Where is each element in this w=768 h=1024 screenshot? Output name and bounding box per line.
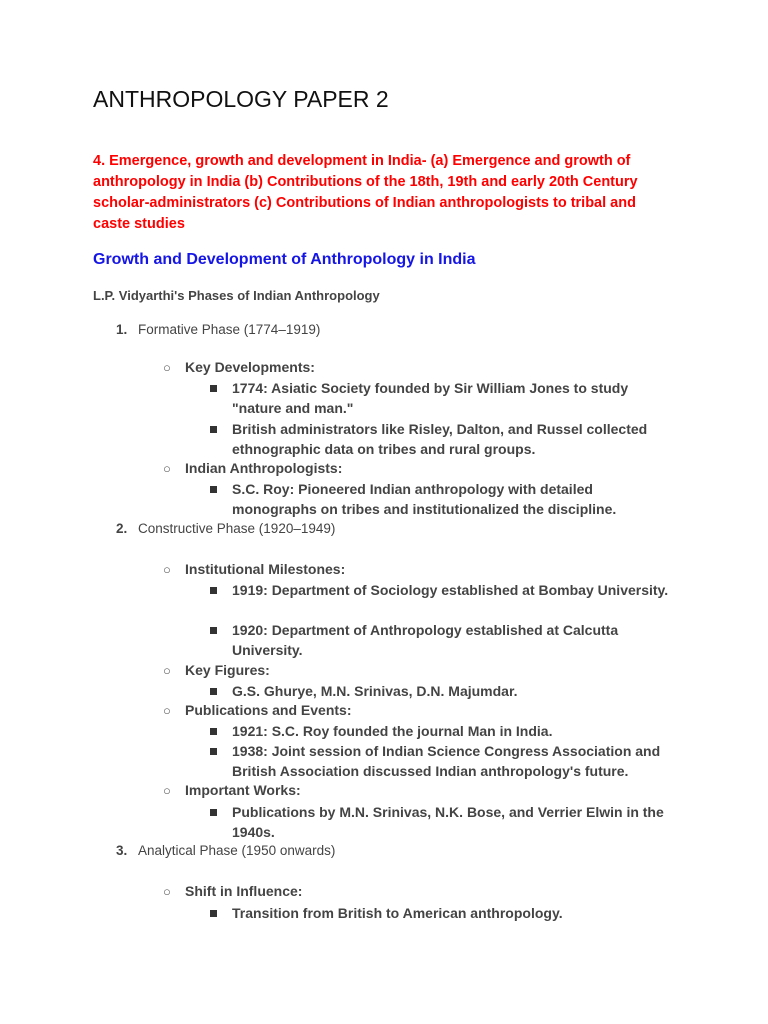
sub-item — [163, 662, 270, 678]
square-bullet-icon — [210, 748, 217, 755]
sub-item-label: Shift in Influence: — [185, 883, 303, 899]
square-bullet-icon — [210, 426, 217, 433]
square-bullet-icon — [210, 627, 217, 634]
square-bullet-icon — [210, 688, 217, 695]
bullet-text: S.C. Roy: Pioneered Indian anthropology with detailed monographs on tribes and institutionalized the discipline. — [232, 481, 617, 517]
phase-label: Constructive Phase (1920–1949) — [138, 521, 336, 536]
phase-item — [116, 521, 335, 536]
phase-label: Formative Phase (1774–1919) — [138, 322, 321, 337]
bullet-item — [210, 802, 680, 842]
square-bullet-icon — [210, 587, 217, 594]
sub-item-label: Publications and Events: — [185, 702, 352, 718]
bullet-text: Publications by M.N. Srinivas, N.K. Bose, and Verrier Elwin in the 1940s. — [232, 804, 664, 840]
bullet-item — [210, 721, 680, 741]
sub-item — [163, 883, 302, 899]
bullet-item — [210, 419, 680, 459]
bullet-item — [210, 903, 680, 923]
sub-item — [163, 359, 315, 375]
bullet-text: 1919: Department of Sociology established at Bombay University. — [232, 582, 669, 598]
bullet-item — [210, 681, 680, 701]
circle-bullet-icon: ○ — [163, 703, 171, 718]
bullet-item — [210, 378, 680, 418]
square-bullet-icon — [210, 910, 217, 917]
bullet-text: Transition from British to American anthropology. — [232, 905, 563, 921]
sub-item-label: Key Figures: — [185, 662, 270, 678]
circle-bullet-icon: ○ — [163, 884, 171, 899]
bullet-item — [210, 580, 680, 600]
subheading: Growth and Development of Anthropology in India — [93, 251, 476, 268]
bullet-item — [210, 479, 680, 519]
sub-item — [163, 782, 301, 798]
bullet-item — [210, 741, 680, 781]
phase-number: 2. — [116, 521, 128, 536]
sub-item-label: Important Works: — [185, 782, 301, 798]
sub-item-label: Indian Anthropologists: — [185, 460, 343, 476]
bullet-text: 1938: Joint session of Indian Science Congress Association and British Association discussed Indian anthropology's future. — [232, 743, 661, 779]
square-bullet-icon — [210, 809, 217, 816]
square-bullet-icon — [210, 385, 217, 392]
sub-item — [163, 460, 342, 476]
phase-number: 1. — [116, 322, 128, 337]
phase-number: 3. — [116, 843, 128, 858]
document-title: ANTHROPOLOGY PAPER 2 — [93, 86, 389, 112]
bullet-item — [210, 620, 680, 660]
bullet-text: 1921: S.C. Roy founded the journal Man in India. — [232, 723, 553, 739]
square-bullet-icon — [210, 486, 217, 493]
subtitle: L.P. Vidyarthi's Phases of Indian Anthropology — [93, 288, 380, 303]
sub-item-label: Key Developments: — [185, 359, 315, 375]
circle-bullet-icon: ○ — [163, 663, 171, 678]
sub-item — [163, 561, 345, 577]
bullet-text: British administrators like Risley, Dalton, and Russel collected ethnographic data on tribes and rural groups. — [232, 421, 648, 457]
circle-bullet-icon: ○ — [163, 783, 171, 798]
circle-bullet-icon: ○ — [163, 360, 171, 375]
bullet-text: 1774: Asiatic Society founded by Sir William Jones to study "nature and man." — [232, 380, 629, 416]
circle-bullet-icon: ○ — [163, 461, 171, 476]
square-bullet-icon — [210, 728, 217, 735]
bullet-text: 1920: Department of Anthropology established at Calcutta University. — [232, 622, 619, 658]
phase-item — [116, 843, 335, 858]
phase-item — [116, 322, 320, 337]
bullet-text: G.S. Ghurye, M.N. Srinivas, D.N. Majumdar. — [232, 683, 518, 699]
section-heading: 4. Emergence, growth and development in India- (a) Emergence and growth of anthropology in India (b) Contributions of the 18th, 19th and early 20th Century scholar-administrators (c) Contributions of Indian anthropologists to tribal and caste studies — [93, 153, 638, 232]
sub-item-label: Institutional Milestones: — [185, 561, 346, 577]
circle-bullet-icon: ○ — [163, 562, 171, 577]
sub-item — [163, 702, 351, 718]
phase-label: Analytical Phase (1950 onwards) — [138, 843, 336, 858]
